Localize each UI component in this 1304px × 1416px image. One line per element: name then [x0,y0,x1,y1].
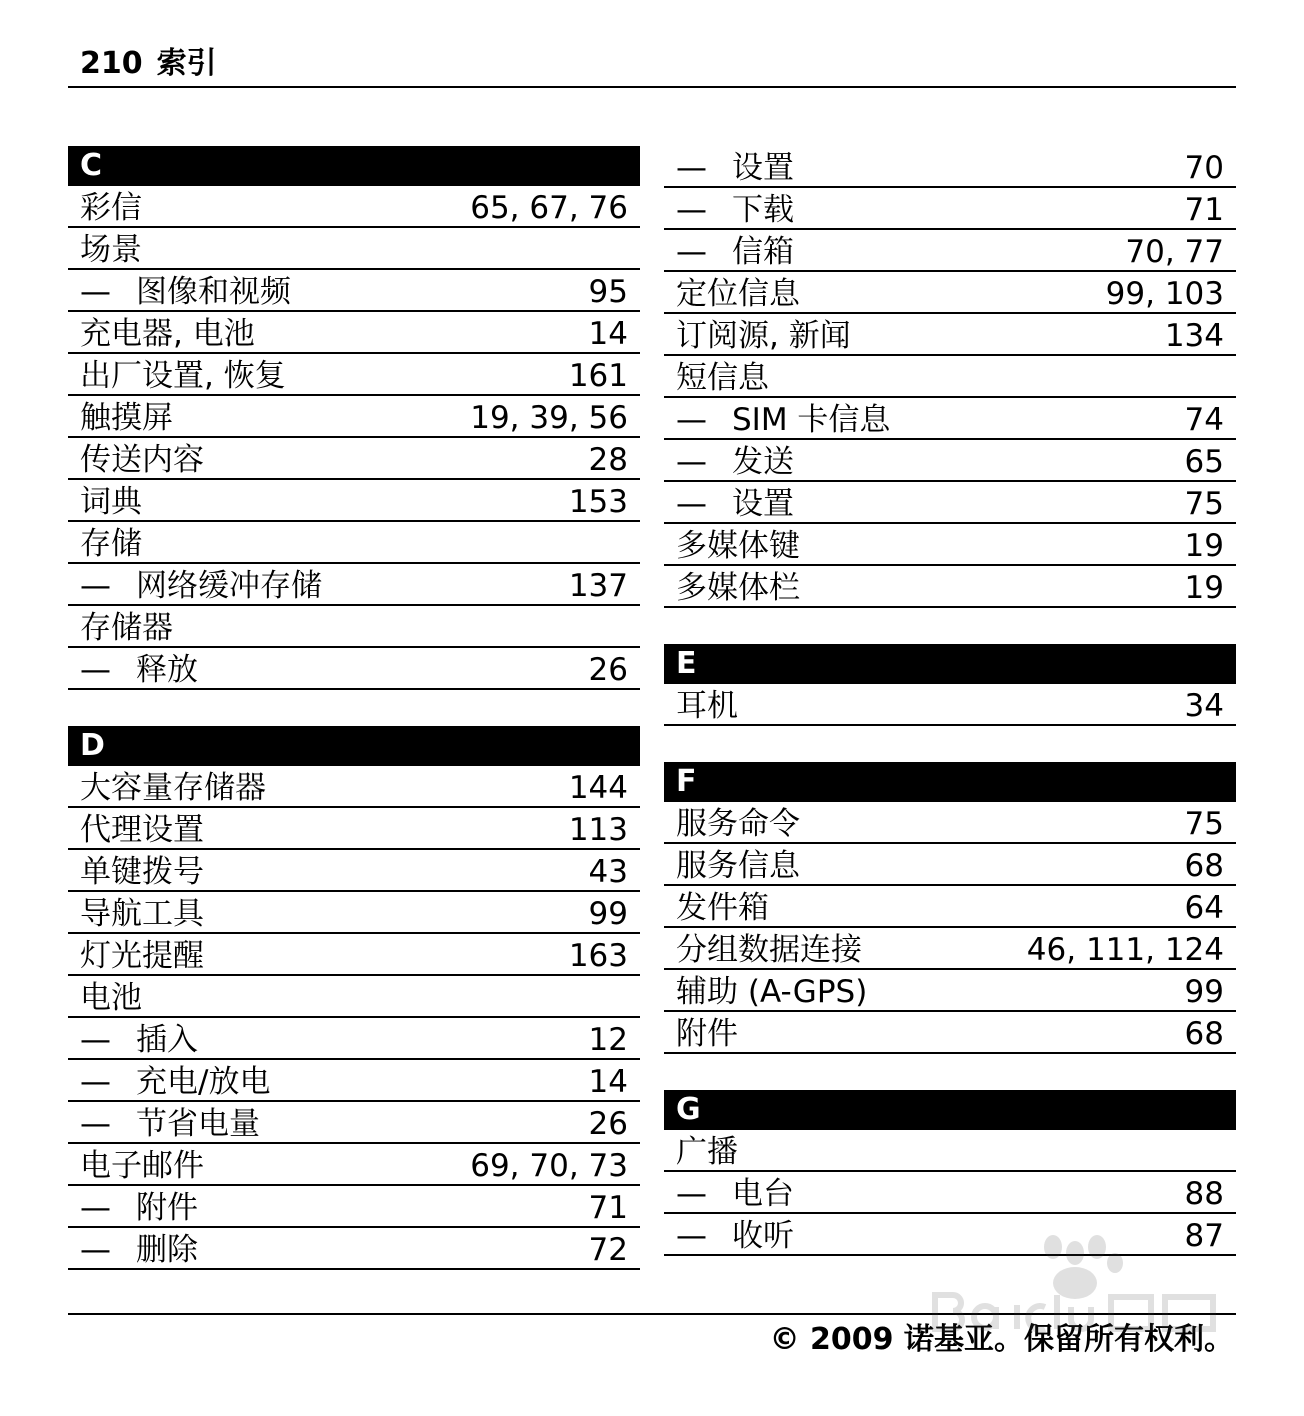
subentry-dash: — [80,568,111,604]
index-term [80,274,291,310]
index-page-numbers: 88 [1184,1176,1224,1212]
index-page-numbers: 74 [1184,402,1224,438]
index-subentry [68,1018,640,1060]
index-term [676,318,851,354]
index-letter-heading: F [664,762,1236,802]
page-header [68,42,1236,88]
index-term [80,400,173,436]
index-term-text: 定位信息 [676,276,800,312]
index-term-text: 灯光提醒 [80,938,204,974]
index-page-numbers: 137 [568,568,628,604]
index-term [80,980,142,1016]
index-page-numbers: 43 [588,854,628,890]
index-entry [664,802,1236,844]
index-term-text: 节省电量 [136,1106,260,1142]
index-entry [664,886,1236,928]
index-term-text: 彩信 [80,190,142,226]
index-page-numbers: 70 [1184,150,1224,186]
index-letter-heading: E [664,644,1236,684]
index-term [676,806,800,842]
section-gap [68,690,640,726]
index-term-text: 广播 [676,1134,738,1170]
index-term [80,610,173,646]
index-column-right [664,146,1236,1256]
section-gap [664,726,1236,762]
index-entry [68,766,640,808]
index-entry [68,850,640,892]
index-term-text: 存储 [80,526,142,562]
index-term-text: 收听 [732,1218,794,1254]
index-term-text: 词典 [80,484,142,520]
index-page-numbers: 68 [1184,848,1224,884]
index-term [676,234,794,270]
index-term [676,276,800,312]
index-term-text: 代理设置 [80,812,204,848]
index-term-text: 图像和视频 [136,274,291,310]
index-subentry [68,564,640,606]
index-term-text: 大容量存储器 [80,770,266,806]
index-term [676,360,769,396]
index-term [80,652,198,688]
index-page-numbers: 14 [588,1064,628,1100]
index-page-numbers: 87 [1184,1218,1224,1254]
index-term [80,526,142,562]
index-subentry [68,1186,640,1228]
index-subentry [664,440,1236,482]
index-term-text: 电台 [732,1176,794,1212]
index-term [80,1106,260,1142]
index-term-text: 设置 [732,486,794,522]
index-letter-heading: C [68,146,640,186]
index-term-text: 分组数据连接 [676,932,862,968]
index-page-numbers: 113 [568,812,628,848]
index-term-text: 充电器, 电池 [80,316,255,352]
index-entry [664,844,1236,886]
index-term-text: 出厂设置, 恢复 [80,358,286,394]
index-page-numbers: 71 [1184,192,1224,228]
index-subentry [68,648,640,690]
subentry-dash: — [80,652,111,688]
index-term-text: 电子邮件 [80,1148,204,1184]
index-entry [68,354,640,396]
index-page-numbers: 64 [1184,890,1224,926]
subentry-dash: — [80,1232,111,1268]
index-subentry [68,1228,640,1270]
page-title: 索引 [156,46,217,81]
index-term [676,688,738,724]
index-term [676,1218,794,1254]
index-page-numbers: 34 [1184,688,1224,724]
index-page-numbers: 75 [1184,486,1224,522]
index-entry [68,186,640,228]
index-term-text: 删除 [136,1232,198,1268]
index-term-text: 导航工具 [80,896,204,932]
page-number: 210 [80,46,143,81]
index-term-text: 触摸屏 [80,400,173,436]
index-entry [664,524,1236,566]
index-page-numbers: 19 [1184,528,1224,564]
index-term [80,484,142,520]
index-page-numbers: 134 [1164,318,1224,354]
index-page-numbers: 153 [568,484,628,520]
index-term-text: 服务命令 [676,806,800,842]
subentry-dash: — [676,1176,707,1212]
subentry-dash: — [676,192,707,228]
index-term-text: 订阅源, 新闻 [676,318,851,354]
index-term [80,568,322,604]
index-term [80,1148,204,1184]
index-term [676,570,800,606]
index-page-numbers: 99 [1184,974,1224,1010]
index-term [80,1064,270,1100]
index-term [676,974,867,1010]
index-term-text: 多媒体栏 [676,570,800,606]
index-page-numbers: 19, 39, 56 [470,400,628,436]
index-term-text: 信箱 [732,234,794,270]
index-page-numbers: 65 [1184,444,1224,480]
index-term [80,190,142,226]
index-entry [664,314,1236,356]
index-term [80,1022,198,1058]
index-term-text: SIM 卡信息 [732,402,891,438]
index-term [676,528,800,564]
index-subentry [664,398,1236,440]
index-term [676,192,794,228]
index-subentry [68,1102,640,1144]
index-subentry [68,270,640,312]
index-subentry [664,188,1236,230]
index-subentry [664,1172,1236,1214]
subentry-dash: — [80,1190,111,1226]
index-term-text: 插入 [136,1022,198,1058]
index-page-numbers: 26 [588,1106,628,1142]
subentry-dash: — [676,150,707,186]
index-entry [68,396,640,438]
baidu-watermark-icon [925,1225,1225,1335]
subentry-dash: — [676,486,707,522]
subentry-dash: — [676,234,707,270]
index-term [676,444,794,480]
index-term [676,402,890,438]
index-page-numbers: 19 [1184,570,1224,606]
index-entry [68,480,640,522]
index-term [80,812,204,848]
index-subentry [68,1060,640,1102]
index-column-left [68,146,640,1270]
index-term-text: 短信息 [676,360,769,396]
index-page-numbers: 99, 103 [1105,276,1224,312]
index-term-text: 场景 [80,232,142,268]
index-entry [68,312,640,354]
index-term-text: 充电/放电 [136,1064,271,1100]
index-page-numbers: 69, 70, 73 [470,1148,628,1184]
index-entry [664,272,1236,314]
index-page-numbers: 46, 111, 124 [1026,932,1224,968]
index-page-numbers: 26 [588,652,628,688]
index-entry [68,228,640,270]
index-page-numbers: 163 [568,938,628,974]
index-term-text: 单键拨号 [80,854,204,890]
subentry-dash: — [676,1218,707,1254]
index-entry [664,356,1236,398]
section-gap [664,1054,1236,1090]
index-entry [68,808,640,850]
index-entry [664,1130,1236,1172]
index-term-text: 下载 [732,192,794,228]
index-term [80,854,204,890]
index-term [80,358,286,394]
index-page-numbers: 68 [1184,1016,1224,1052]
index-page-numbers: 75 [1184,806,1224,842]
index-page-numbers: 70, 77 [1125,234,1224,270]
subentry-dash: — [80,1106,111,1142]
index-term-text: 发送 [732,444,794,480]
index-term [676,890,769,926]
index-page-numbers: 95 [588,274,628,310]
index-term [676,1016,738,1052]
index-subentry [664,230,1236,272]
index-term [676,150,794,186]
index-letter-heading: D [68,726,640,766]
index-term [676,932,862,968]
index-subentry [664,482,1236,524]
index-entry [68,606,640,648]
index-page-numbers: 12 [588,1022,628,1058]
index-term [80,232,142,268]
index-page-numbers: 65, 67, 76 [470,190,628,226]
index-entry [68,934,640,976]
index-subentry [664,146,1236,188]
index-term-text: 辅助 (A-GPS) [676,974,868,1010]
index-page-numbers: 14 [588,316,628,352]
index-page-numbers: 144 [568,770,628,806]
index-page-numbers: 28 [588,442,628,478]
index-entry [664,970,1236,1012]
index-term-text: 发件箱 [676,890,769,926]
index-term [80,770,266,806]
index-term-text: 服务信息 [676,848,800,884]
index-term [80,316,255,352]
index-term [676,848,800,884]
index-entry [664,566,1236,608]
subentry-dash: — [80,274,111,310]
index-term-text: 多媒体键 [676,528,800,564]
index-entry [664,928,1236,970]
subentry-dash: — [676,402,707,438]
index-term [80,896,204,932]
copyright-footer: © 2009 诺基亚。保留所有权利。 [769,1322,1234,1357]
index-term [80,1190,198,1226]
index-page-numbers: 99 [588,896,628,932]
index-entry [68,1144,640,1186]
subentry-dash: — [80,1022,111,1058]
index-term [676,1176,794,1212]
index-term-text: 附件 [136,1190,198,1226]
section-gap [664,608,1236,644]
index-entry [68,892,640,934]
subentry-dash: — [80,1064,111,1100]
index-term-text: 释放 [136,652,198,688]
index-term [676,1134,738,1170]
index-term [80,442,204,478]
index-term-text: 存储器 [80,610,173,646]
index-term-text: 传送内容 [80,442,204,478]
index-letter-heading: G [664,1090,1236,1130]
index-page-numbers: 161 [568,358,628,394]
index-term-text: 电池 [80,980,142,1016]
index-entry [68,438,640,480]
index-term-text: 耳机 [676,688,738,724]
index-page-numbers: 72 [588,1232,628,1268]
index-entry [664,1012,1236,1054]
index-term-text: 附件 [676,1016,738,1052]
index-term [80,1232,198,1268]
index-entry [68,522,640,564]
index-term [676,486,794,522]
index-term-text: 网络缓冲存储 [136,568,322,604]
subentry-dash: — [676,444,707,480]
index-term [80,938,204,974]
index-entry [664,684,1236,726]
index-page-numbers: 71 [588,1190,628,1226]
index-term-text: 设置 [732,150,794,186]
index-entry [68,976,640,1018]
